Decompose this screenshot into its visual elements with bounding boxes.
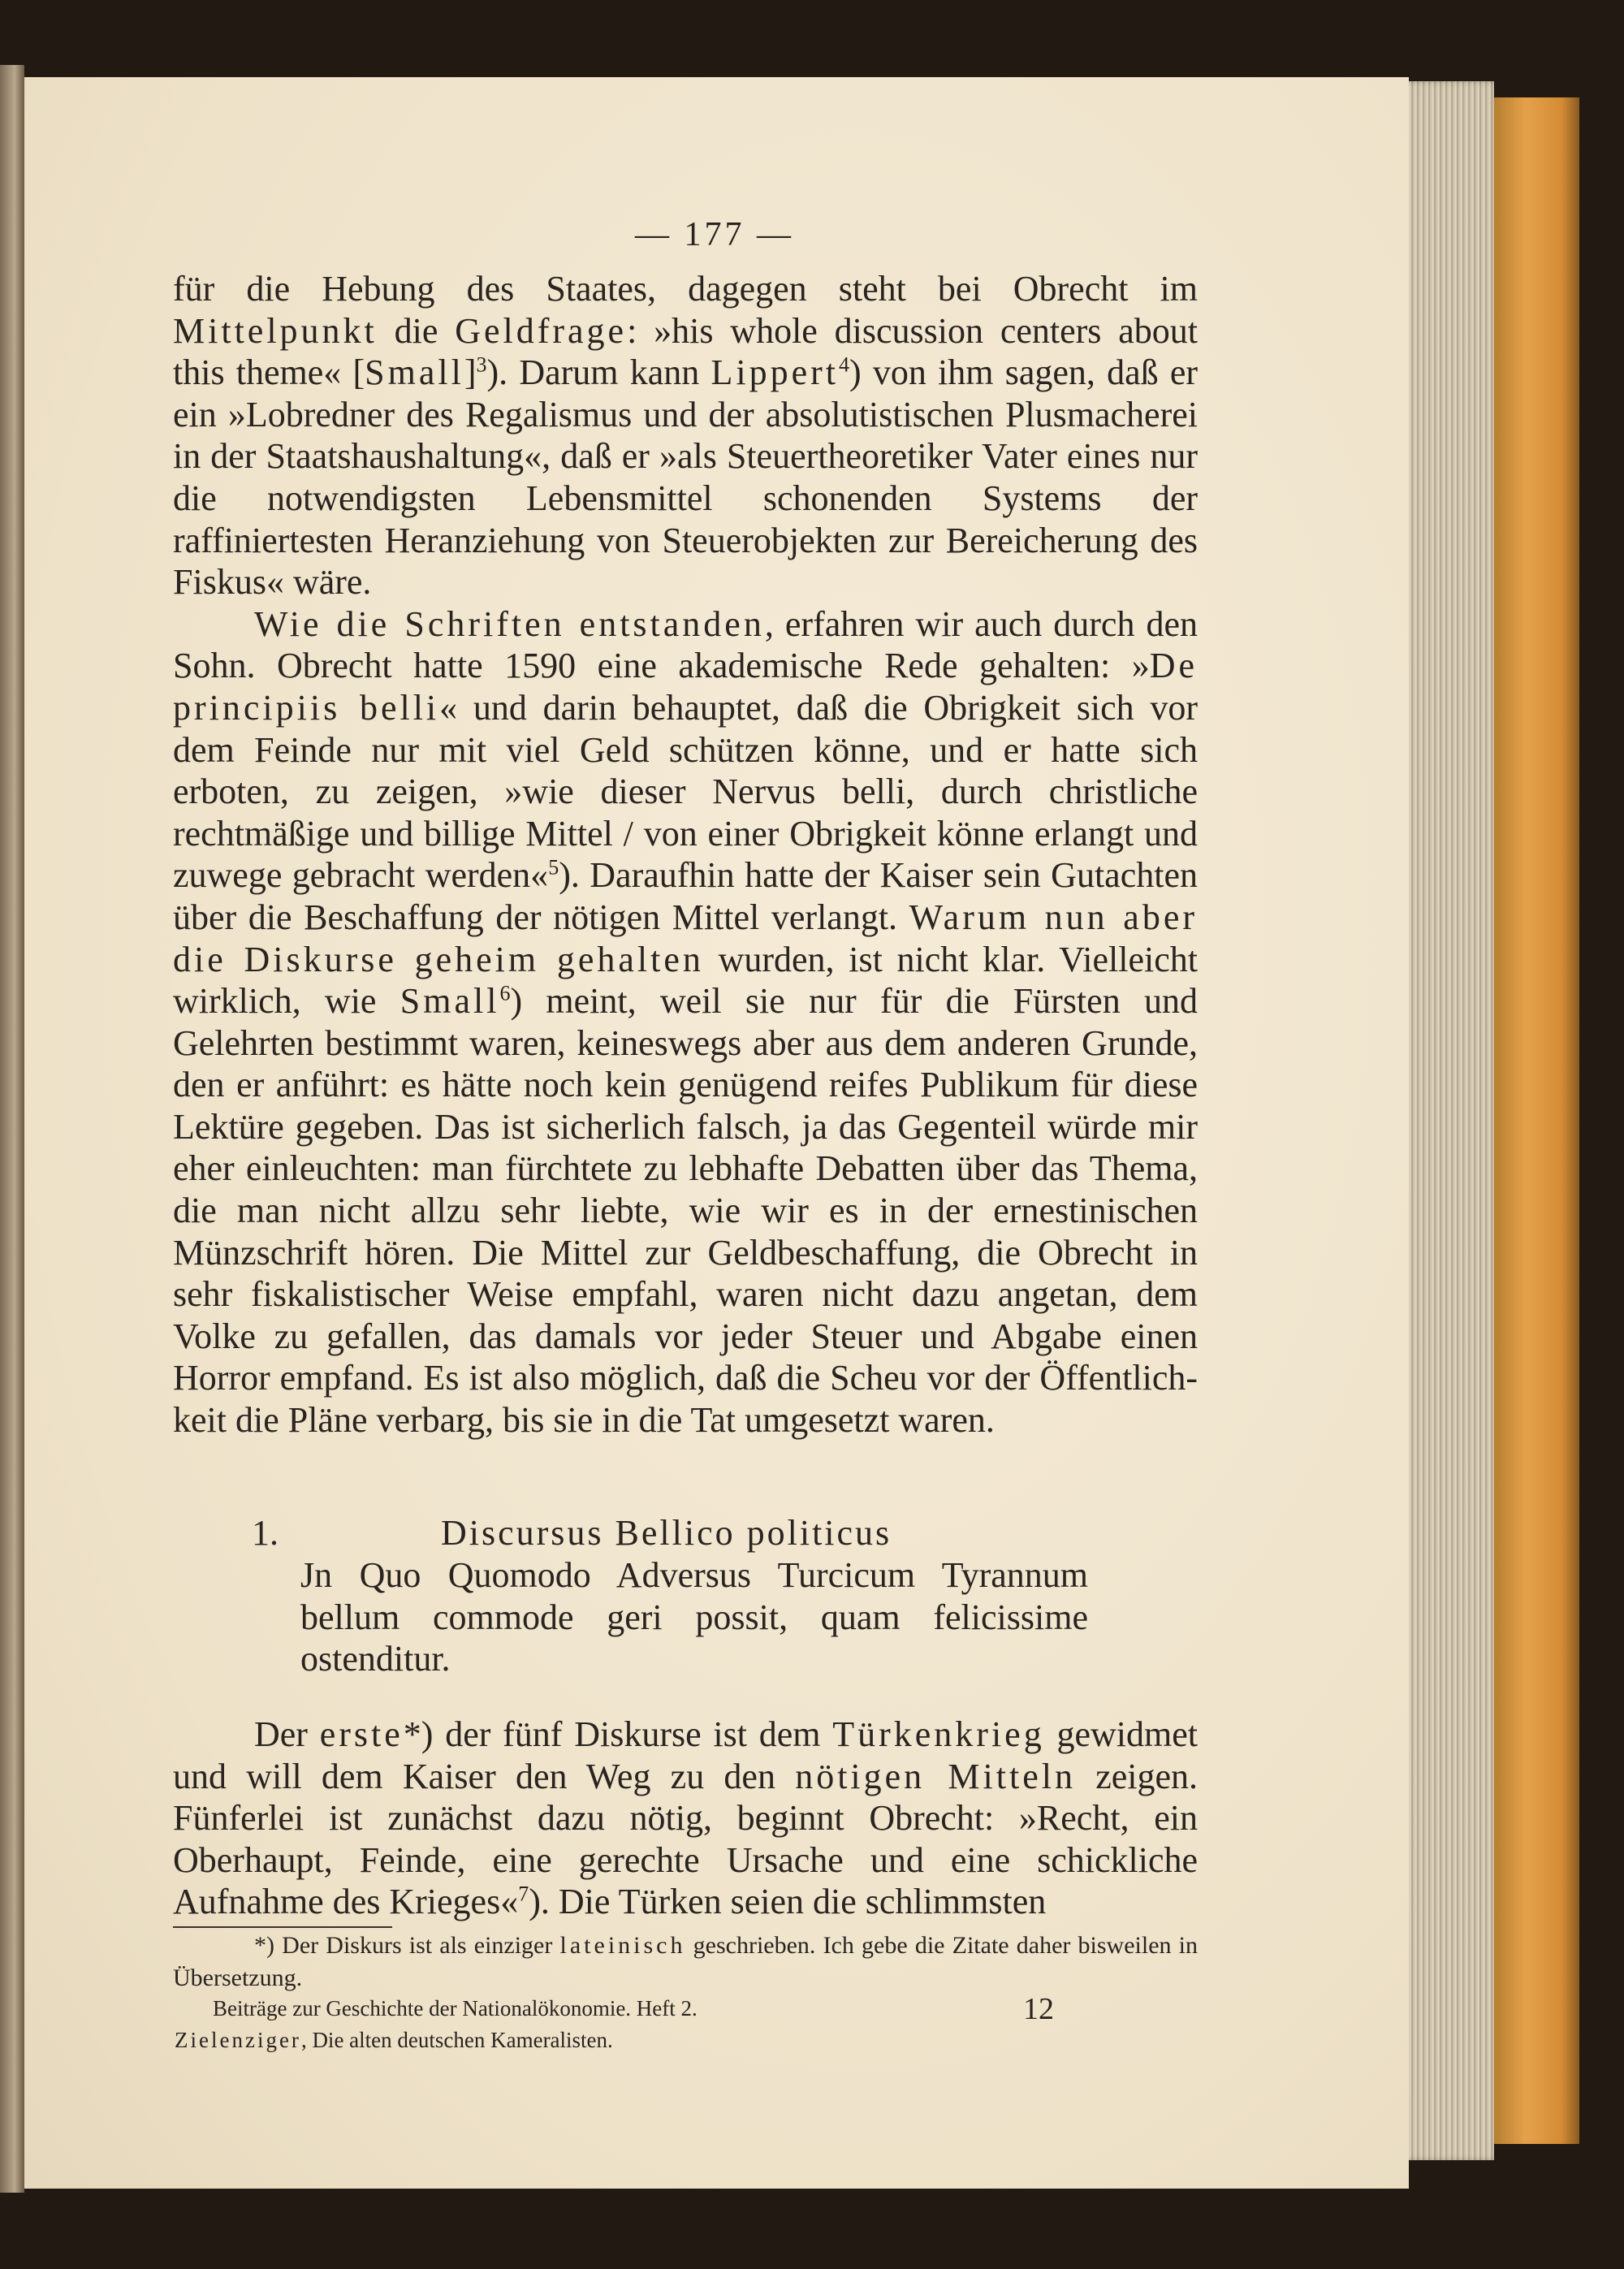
emphasized-text: Small bbox=[365, 352, 464, 393]
series-line: Beiträge zur Geschichte der Nationalökonomie. Heft 2. bbox=[213, 1996, 698, 2020]
footnote-ref: 4 bbox=[838, 352, 849, 377]
text-run: wurden, ist nicht klar. Vielleicht wirklich, wie bbox=[173, 939, 1198, 1022]
emphasized-text: Mittelpunkt bbox=[173, 310, 378, 351]
emphasized-text: Wie die Schriften entstanden bbox=[254, 603, 765, 644]
body-text-2 bbox=[173, 1714, 1198, 1923]
footnote-ref: 7 bbox=[518, 1882, 529, 1906]
text-run: ). Die Türken seien die schlimmsten bbox=[529, 1882, 1047, 1922]
emphasized-text: Small bbox=[400, 981, 500, 1022]
book-cover-edge bbox=[1490, 97, 1579, 2144]
text-run: , erfahren wir auch durch den Sohn. Obrecht hatte 1590 eine akademische Rede gehalten: » bbox=[173, 603, 1199, 686]
paragraph-3 bbox=[173, 1714, 1198, 1923]
paragraph-1 bbox=[173, 268, 1198, 603]
page-stack-edge bbox=[1397, 81, 1494, 2160]
emphasized-text: Geldfrage bbox=[455, 310, 628, 351]
text-run: für die Hebung des Staates, dagegen steht bei Obrecht im bbox=[173, 269, 1198, 309]
text-run: Der bbox=[254, 1714, 320, 1754]
author-line bbox=[175, 2028, 613, 2053]
emphasized-text: Türkenkrieg bbox=[832, 1714, 1045, 1754]
sheet-number: 12 bbox=[1023, 1992, 1054, 2026]
page-number: — 177 — bbox=[635, 216, 794, 253]
emphasized-text: erste bbox=[319, 1714, 404, 1754]
text-run: die bbox=[377, 310, 456, 351]
author-name: Zielenziger bbox=[175, 2028, 301, 2052]
text-run: ) von ihm sagen, daß er ein »Lobredner des Regalismus und der absolutistischen Plusmacherei in der Staatshaushaltung«, daß er »als Steuertheoretiker Vater eines nur die notwendigsten Lebensmittel schonenden Systems der raffiniertesten Heranziehung von Steuerobjekten zur Bereicherung des Fiskus« wäre. bbox=[173, 352, 1198, 603]
emphasized-text: Warum nun aber die Diskurse geheim gehalten bbox=[173, 897, 1199, 979]
footnote-text bbox=[173, 1930, 1198, 1995]
section-number: 1. bbox=[252, 1513, 279, 1553]
text-run: zeigen. Fünferlei ist zunächst dazu nötig, beginnt Obrecht: »Recht, ein Oberhaupt, Feinde, eine gerechte Ursache und eine schickliche Aufnahme des Krieges« bbox=[173, 1756, 1199, 1922]
book-title: , Die alten deutschen Kameralisten. bbox=[300, 2028, 613, 2052]
text-run: ] bbox=[464, 352, 477, 393]
footnote-rule bbox=[173, 1926, 392, 1928]
previous-page-edge bbox=[0, 65, 24, 2193]
text-run: geschrieben. Ich gebe die Zitate daher bisweilen in Übersetzung. bbox=[173, 1932, 1199, 1991]
footnote-ref: 3 bbox=[476, 352, 487, 377]
footnote-ref: 5 bbox=[548, 855, 559, 880]
emphasized-text: De principiis belli bbox=[173, 646, 1198, 728]
body-text bbox=[173, 268, 1198, 1441]
section-subtitle: Jn Quo Quomodo Adversus Turcicum Tyrannum bellum commode geri possit, quam felicissime ostenditur. bbox=[300, 1555, 1088, 1679]
section-title: Discursus Bellico politicus bbox=[441, 1513, 892, 1553]
emphasized-text: Lippert bbox=[710, 352, 839, 393]
footnote-ref: 6 bbox=[499, 981, 511, 1005]
text-run: ). Daraufhin hatte der Kaiser sein Gutachten über die Beschaffung der nötigen Mittel verlangt. bbox=[173, 855, 1198, 937]
footnote bbox=[173, 1930, 1198, 1995]
text-run: gewidmet und will dem Kaiser den Weg zu den bbox=[173, 1714, 1198, 1796]
emphasized-text: nötigen Mitteln bbox=[795, 1756, 1076, 1796]
text-run: : »his whole discussion centers about this theme« [ bbox=[173, 310, 1198, 393]
emphasized-text: lateinisch bbox=[559, 1932, 686, 1959]
text-run: ). Darum kann bbox=[486, 352, 711, 393]
text-run: ) meint, weil sie nur für die Fürsten und Gelehrten bestimmt waren, keineswegs aber aus dem anderen Grunde, den er anführt: es hätte noch kein genügend reifes Publikum für diese Lektüre gegeben. Das ist sicherlich falsch, ja das Gegenteil würde mir eher einleuchten: man fürchtete zu lebhafte Debatten über das Thema, die man nicht allzu sehr liebte, wie wir es in der ernestinischen Münzschrift hören. Die Mittel zur Geldbeschaffung, die Obrecht in sehr fiskalistischer Weise empfahl, waren nicht dazu angetan, dem Volke zu gefallen, das damals vor jeder Steuer und Abgabe einen Horror empfand. Es ist also möglich, daß die Scheu vor der Öffentlichkeit die Pläne verbarg, bis sie in die Tat umgesetzt waren. bbox=[173, 981, 1198, 1441]
text-run: *) der fünf Diskurse ist dem bbox=[403, 1714, 833, 1754]
text-run: *) Der Diskurs ist als einziger bbox=[254, 1932, 560, 1959]
paragraph-2 bbox=[173, 603, 1198, 1441]
text-run: « und darin behauptet, daß die Obrigkeit sich vor dem Feinde nur mit viel Geld schützen könne, und er hatte sich erboten, zu zeigen, »wie dieser Nervus belli, durch christliche rechtmäßige und billige Mittel / von einer Obrigkeit könne erlangt und zuwege gebracht werden« bbox=[173, 687, 1199, 896]
